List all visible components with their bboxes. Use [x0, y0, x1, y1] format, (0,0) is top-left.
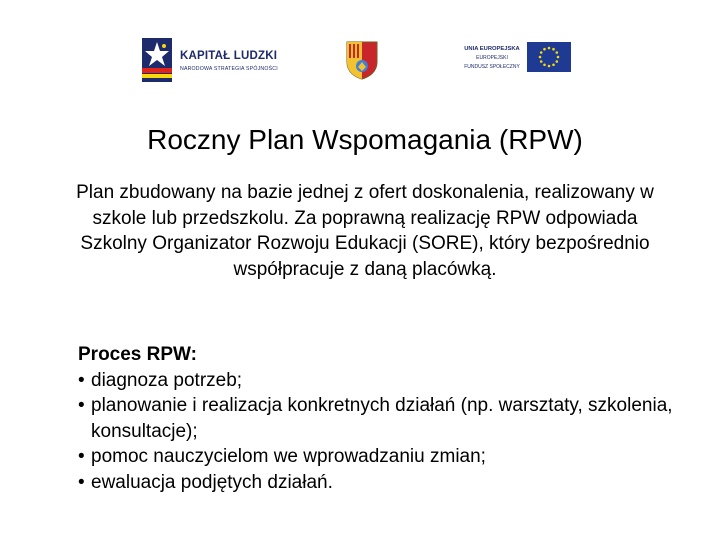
process-item-evaluation: • ewaluacja podjętych działań. [78, 470, 698, 496]
kapital-ludzki-star-icon [142, 38, 172, 82]
kapital-ludzki-subtitle: NARODOWA STRATEGIA SPÓJNOŚCI [180, 66, 278, 72]
city-crest-icon [345, 40, 379, 80]
eu-flag-icon [527, 42, 571, 72]
process-section [78, 342, 698, 495]
process-heading: Proces RPW: [78, 344, 197, 365]
eu-logo [460, 42, 572, 76]
kapital-ludzki-logo [142, 38, 292, 84]
city-crest [345, 40, 379, 80]
logo-bar [0, 0, 720, 100]
process-list [78, 368, 698, 496]
slide-description: Plan zbudowany na bazie jednej z ofert doskonalenia, realizowany w szkole lub przedszkolu. Za poprawną realizację RPW odpowiada Szkolny Organizator Rozwoju Edukacji (SORE), który bezpośrednio współpracuje z daną placówką. [76, 182, 654, 280]
kapital-ludzki-name: KAPITAŁ LUDZKI [180, 50, 278, 62]
eu-fund-line1: EUROPEJSKI [476, 55, 508, 61]
process-item-support: • pomoc nauczycielom we wprowadzaniu zmian; [78, 444, 698, 470]
slide-title: Roczny Plan Wspomagania (RPW) [147, 124, 583, 155]
process-item-planning: • planowanie i realizacja konkretnych działań (np. warsztaty, szkolenia, konsultacje); [78, 393, 698, 444]
process-item-diagnosis: • diagnoza potrzeb; [78, 368, 698, 394]
eu-fund-line2: FUNDUSZ SPOŁECZNY [464, 64, 520, 70]
eu-name: UNIA EUROPEJSKA [464, 46, 520, 52]
